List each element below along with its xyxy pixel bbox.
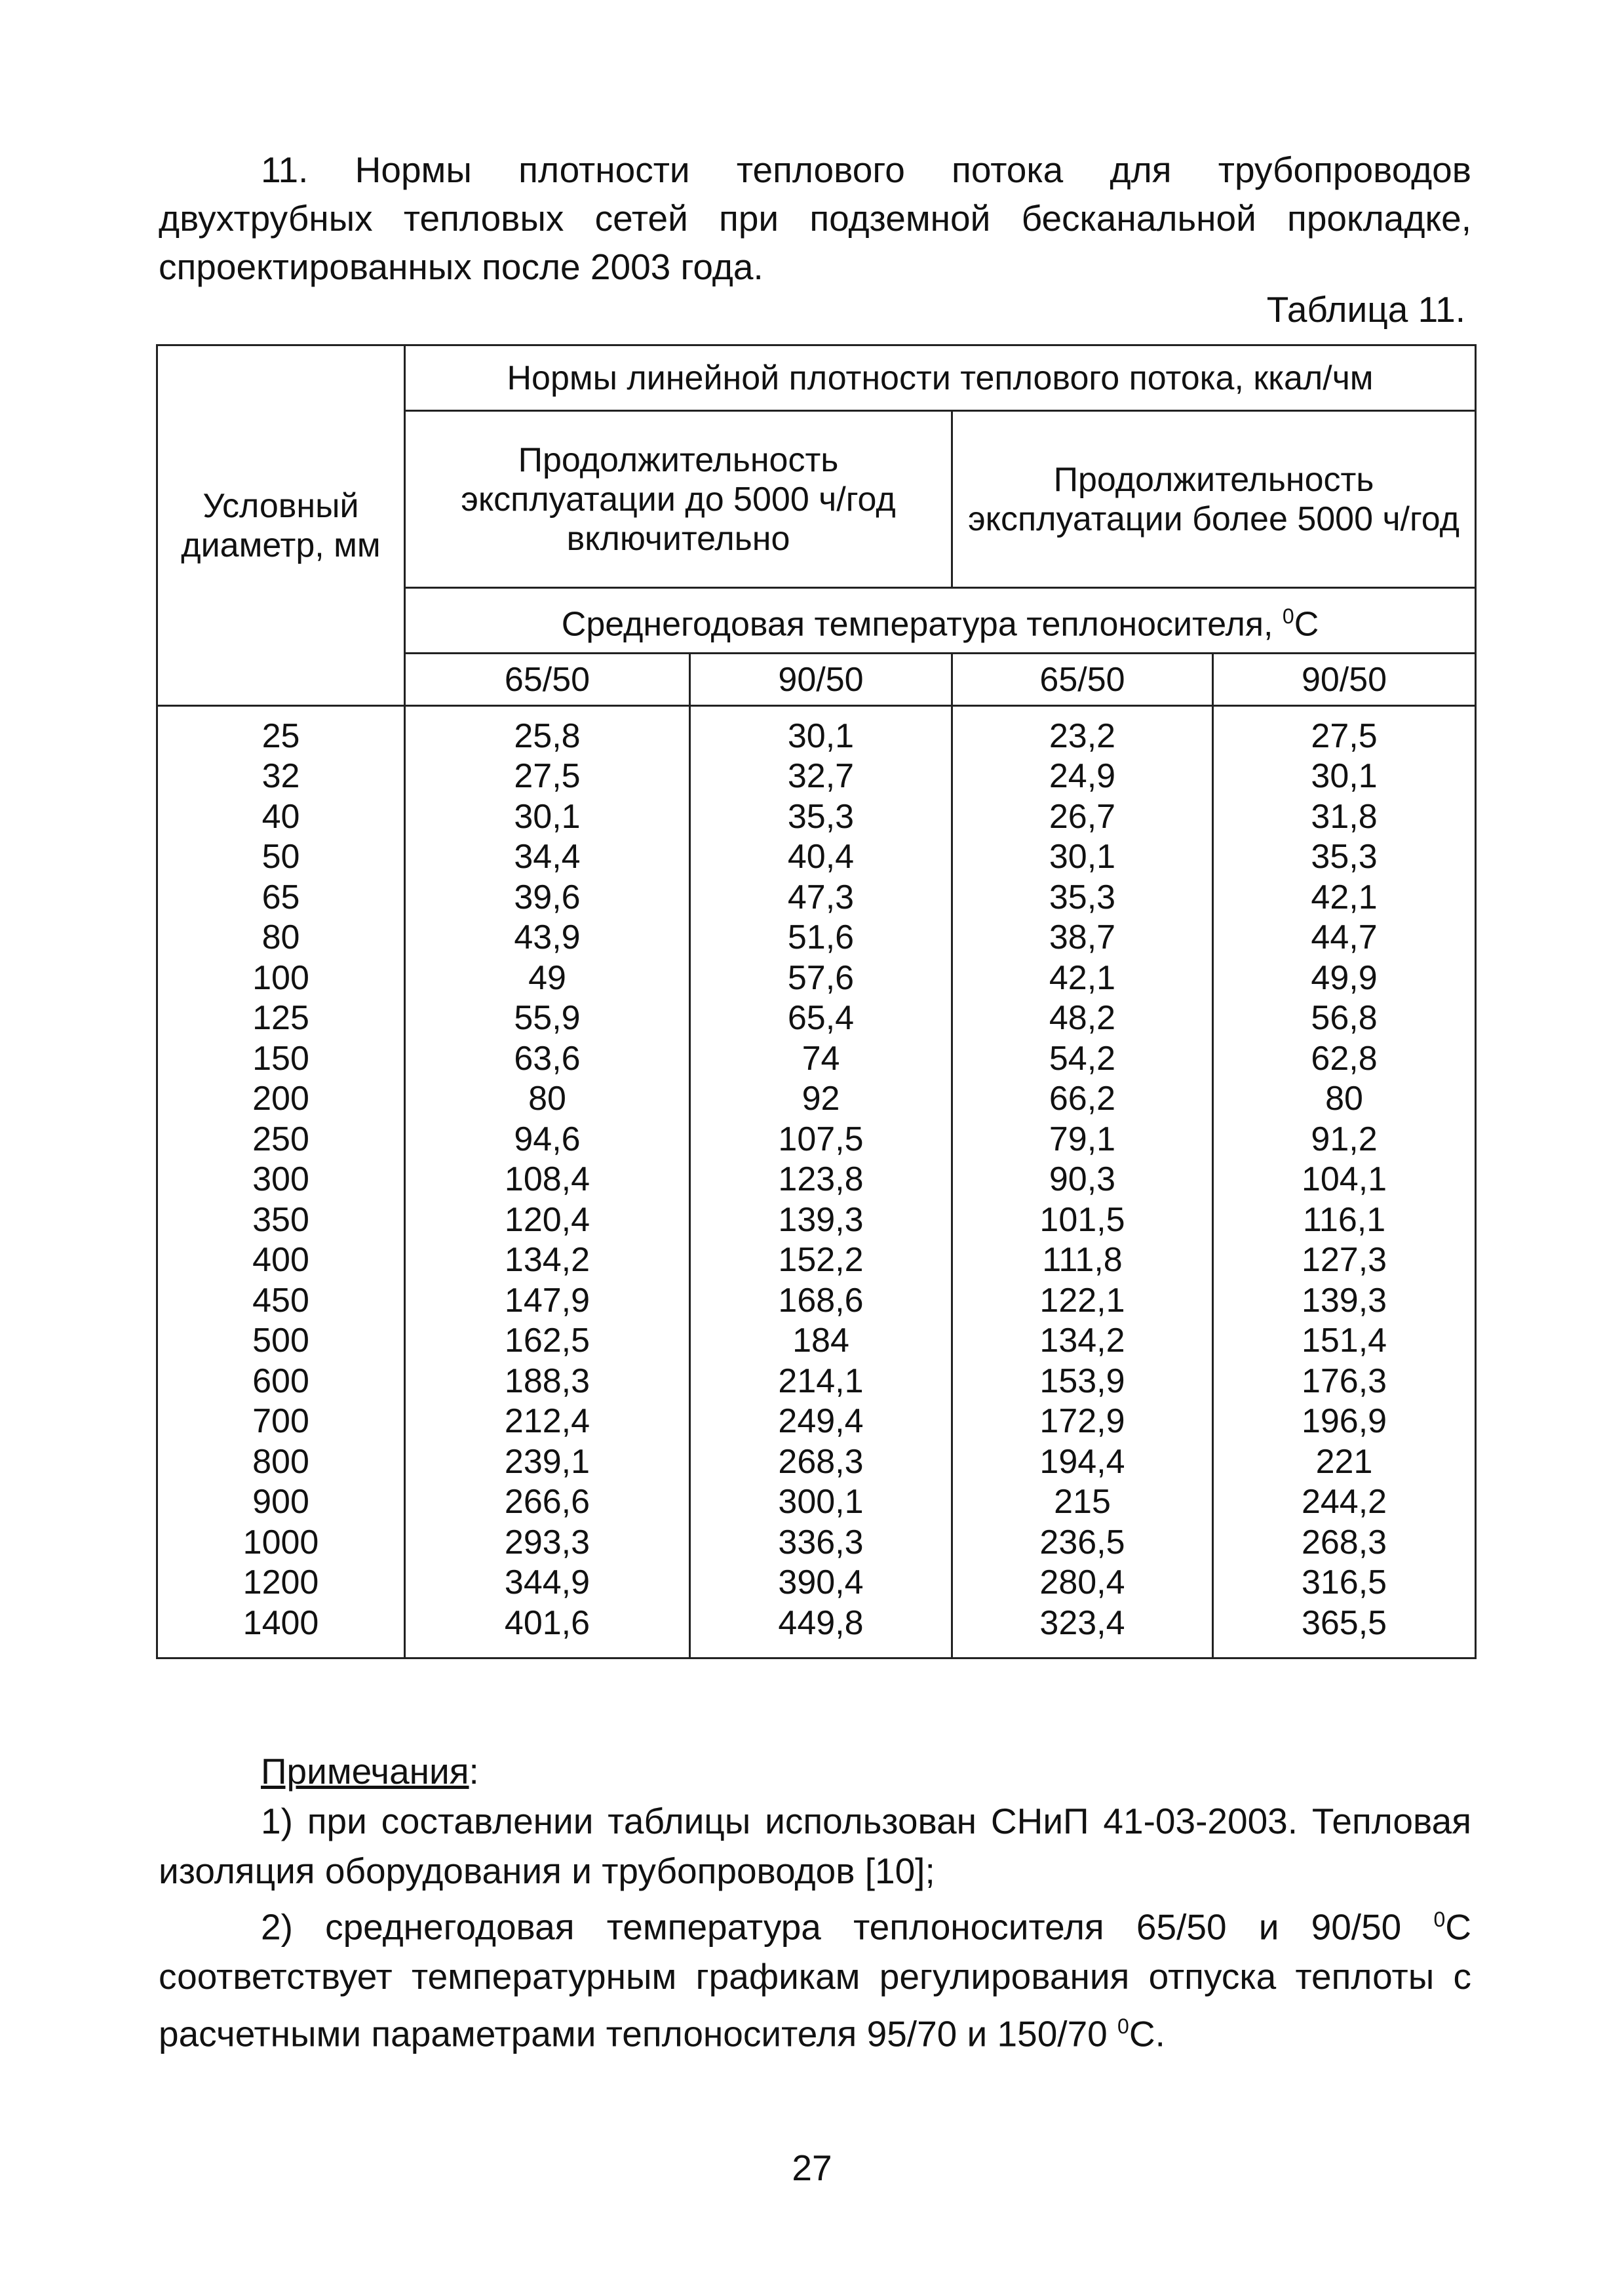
diameter-cell: 250 [157, 1120, 405, 1160]
value-cell: 54,2 [952, 1039, 1213, 1079]
value-cell: 344,9 [405, 1563, 690, 1603]
value-cell: 35,3 [952, 878, 1213, 918]
value-cell: 111,8 [952, 1240, 1213, 1280]
value-cell: 30,1 [690, 706, 952, 757]
table-row [157, 958, 1476, 998]
value-cell: 57,6 [690, 958, 952, 998]
value-cell: 116,1 [1213, 1200, 1476, 1240]
value-cell: 107,5 [690, 1120, 952, 1160]
diameter-cell: 125 [157, 998, 405, 1038]
table-row [157, 1321, 1476, 1361]
table-row [157, 1200, 1476, 1240]
value-cell: 449,8 [690, 1603, 952, 1658]
value-cell: 23,2 [952, 706, 1213, 757]
table-row [157, 1039, 1476, 1079]
value-cell: 43,9 [405, 918, 690, 958]
value-cell: 293,3 [405, 1522, 690, 1562]
value-cell: 196,9 [1213, 1402, 1476, 1442]
page-number: 27 [792, 2148, 832, 2188]
table-row [157, 1160, 1476, 1200]
table-row [157, 797, 1476, 837]
value-cell: 55,9 [405, 998, 690, 1038]
table-body [157, 706, 1476, 1658]
diameter-cell: 1400 [157, 1603, 405, 1658]
value-cell: 153,9 [952, 1361, 1213, 1401]
value-cell: 32,7 [690, 756, 952, 796]
diameter-cell: 600 [157, 1361, 405, 1401]
value-cell: 152,2 [690, 1240, 952, 1280]
value-cell: 101,5 [952, 1200, 1213, 1240]
degree-mark: 0 [1433, 1908, 1446, 1931]
value-cell: 108,4 [405, 1160, 690, 1200]
value-cell: 42,1 [1213, 878, 1476, 918]
value-cell: 139,3 [690, 1200, 952, 1240]
diameter-cell: 800 [157, 1442, 405, 1481]
diameter-cell: 450 [157, 1280, 405, 1320]
table-row [157, 1361, 1476, 1401]
value-cell: 35,3 [1213, 837, 1476, 877]
value-cell: 34,4 [405, 837, 690, 877]
value-cell: 49 [405, 958, 690, 998]
table-row [157, 1120, 1476, 1160]
value-cell: 139,3 [1213, 1280, 1476, 1320]
table-row [157, 1079, 1476, 1119]
value-cell: 151,4 [1213, 1321, 1476, 1361]
table-row [157, 998, 1476, 1038]
notes-title-colon: : [469, 1751, 479, 1792]
diameter-cell: 500 [157, 1321, 405, 1361]
value-cell: 244,2 [1213, 1482, 1476, 1522]
table-row [157, 1563, 1476, 1603]
group-header-up-to-5000: Продолжительность эксплуатации до 5000 ч/год включительно [405, 411, 952, 588]
value-cell: 316,5 [1213, 1563, 1476, 1603]
note-2-part-3: С. [1129, 2013, 1165, 2054]
table-row [157, 1442, 1476, 1481]
diameter-cell: 150 [157, 1039, 405, 1079]
value-cell: 30,1 [1213, 756, 1476, 796]
notes-title [261, 1750, 479, 1792]
diameter-cell: 350 [157, 1200, 405, 1240]
value-cell: 122,1 [952, 1280, 1213, 1320]
diameter-cell: 300 [157, 1160, 405, 1200]
value-cell: 168,6 [690, 1280, 952, 1320]
value-cell: 266,6 [405, 1482, 690, 1522]
subheader-cell: 65/50 [405, 654, 690, 706]
value-cell: 134,2 [952, 1321, 1213, 1361]
note-2-part-2: С соответствует температурным графикам регулирования отпуска теплоты с расчетными параметрами теплоносителя 95/70 и 150/70 [159, 1906, 1472, 2054]
diameter-cell: 50 [157, 837, 405, 877]
value-cell: 120,4 [405, 1200, 690, 1240]
value-cell: 56,8 [1213, 998, 1476, 1038]
table-row [157, 1280, 1476, 1320]
table-row [157, 1402, 1476, 1442]
value-cell: 27,5 [1213, 706, 1476, 757]
value-cell: 390,4 [690, 1563, 952, 1603]
diameter-cell: 32 [157, 756, 405, 796]
value-cell: 268,3 [1213, 1522, 1476, 1562]
diameter-cell: 200 [157, 1079, 405, 1119]
degree-mark: 0 [1117, 2014, 1129, 2039]
value-cell: 35,3 [690, 797, 952, 837]
value-cell: 90,3 [952, 1160, 1213, 1200]
diameter-cell: 400 [157, 1240, 405, 1280]
table-row [157, 1522, 1476, 1562]
value-cell: 194,4 [952, 1442, 1213, 1481]
value-cell: 94,6 [405, 1120, 690, 1160]
value-cell: 221 [1213, 1442, 1476, 1481]
table-row [157, 1240, 1476, 1280]
subheader-cell: 90/50 [690, 654, 952, 706]
table-row [157, 706, 1476, 757]
value-cell: 212,4 [405, 1402, 690, 1442]
value-cell: 26,7 [952, 797, 1213, 837]
value-cell: 323,4 [952, 1603, 1213, 1658]
value-cell: 65,4 [690, 998, 952, 1038]
diameter-cell: 700 [157, 1402, 405, 1442]
value-cell: 80 [405, 1079, 690, 1119]
subheader-cell: 90/50 [1213, 654, 1476, 706]
table-row [157, 1482, 1476, 1522]
value-cell: 172,9 [952, 1402, 1213, 1442]
value-cell: 30,1 [952, 837, 1213, 877]
value-cell: 134,2 [405, 1240, 690, 1280]
value-cell: 44,7 [1213, 918, 1476, 958]
value-cell: 104,1 [1213, 1160, 1476, 1200]
group-header-over-5000: Продолжительность эксплуатации более 5000 ч/год [952, 411, 1476, 588]
value-cell: 123,8 [690, 1160, 952, 1200]
subheader-cell: 65/50 [952, 654, 1213, 706]
value-cell: 92 [690, 1079, 952, 1119]
value-cell: 63,6 [405, 1039, 690, 1079]
table-row [157, 837, 1476, 877]
value-cell: 184 [690, 1321, 952, 1361]
value-cell: 176,3 [1213, 1361, 1476, 1401]
note-1: 1) при составлении таблицы использован СНиП 41-03-2003. Тепловая изоляция оборудования и трубопроводов [10]; [159, 1801, 1471, 1891]
value-cell: 30,1 [405, 797, 690, 837]
table-row [157, 756, 1476, 796]
value-cell: 401,6 [405, 1603, 690, 1658]
value-cell: 280,4 [952, 1563, 1213, 1603]
value-cell: 79,1 [952, 1120, 1213, 1160]
section-heading: 11. Нормы плотности теплового потока для трубопроводов двухтрубных тепловых сетей при подземной бесканальной прокладке, спроектированных после 2003 года. [159, 149, 1471, 287]
note-2-part-1: 2) среднегодовая температура теплоносителя 65/50 и 90/50 [261, 1906, 1402, 1948]
value-cell: 74 [690, 1039, 952, 1079]
heat-flux-norms-table [156, 344, 1477, 1659]
value-cell: 31,8 [1213, 797, 1476, 837]
degree-mark: 0 [1282, 604, 1294, 629]
notes-title-text: Примечания [261, 1751, 469, 1792]
temperature-header-text: Среднегодовая температура теплоносителя, [561, 605, 1273, 644]
diameter-cell: 1200 [157, 1563, 405, 1603]
value-cell: 27,5 [405, 756, 690, 796]
diameter-cell: 65 [157, 878, 405, 918]
value-cell: 249,4 [690, 1402, 952, 1442]
value-cell: 188,3 [405, 1361, 690, 1401]
value-cell: 239,1 [405, 1442, 690, 1481]
value-cell: 91,2 [1213, 1120, 1476, 1160]
value-cell: 127,3 [1213, 1240, 1476, 1280]
value-cell: 49,9 [1213, 958, 1476, 998]
temperature-unit: С [1294, 605, 1319, 644]
value-cell: 214,1 [690, 1361, 952, 1401]
value-cell: 51,6 [690, 918, 952, 958]
value-cell: 147,9 [405, 1280, 690, 1320]
value-cell: 47,3 [690, 878, 952, 918]
diameter-cell: 100 [157, 958, 405, 998]
col-header-diameter: Условный диаметр, мм [157, 345, 405, 706]
value-cell: 162,5 [405, 1321, 690, 1361]
value-cell: 62,8 [1213, 1039, 1476, 1079]
diameter-cell: 25 [157, 706, 405, 757]
table-row [157, 1603, 1476, 1658]
value-cell: 268,3 [690, 1442, 952, 1481]
value-cell: 66,2 [952, 1079, 1213, 1119]
value-cell: 215 [952, 1482, 1213, 1522]
value-cell: 236,5 [952, 1522, 1213, 1562]
table-row [157, 878, 1476, 918]
value-cell: 300,1 [690, 1482, 952, 1522]
value-cell: 38,7 [952, 918, 1213, 958]
diameter-cell: 40 [157, 797, 405, 837]
diameter-cell: 80 [157, 918, 405, 958]
value-cell: 25,8 [405, 706, 690, 757]
temperature-header [405, 588, 1476, 654]
table-caption: Таблица 11. [1266, 289, 1465, 330]
value-cell: 42,1 [952, 958, 1213, 998]
value-cell: 365,5 [1213, 1603, 1476, 1658]
value-cell: 80 [1213, 1079, 1476, 1119]
value-cell: 48,2 [952, 998, 1213, 1038]
diameter-cell: 900 [157, 1482, 405, 1522]
value-cell: 40,4 [690, 837, 952, 877]
note-2 [159, 1894, 1471, 2059]
value-cell: 336,3 [690, 1522, 952, 1562]
diameter-cell: 1000 [157, 1522, 405, 1562]
value-cell: 39,6 [405, 878, 690, 918]
value-cell: 24,9 [952, 756, 1213, 796]
main-header: Нормы линейной плотности теплового потока, ккал/чм [405, 345, 1476, 411]
table-row [157, 918, 1476, 958]
